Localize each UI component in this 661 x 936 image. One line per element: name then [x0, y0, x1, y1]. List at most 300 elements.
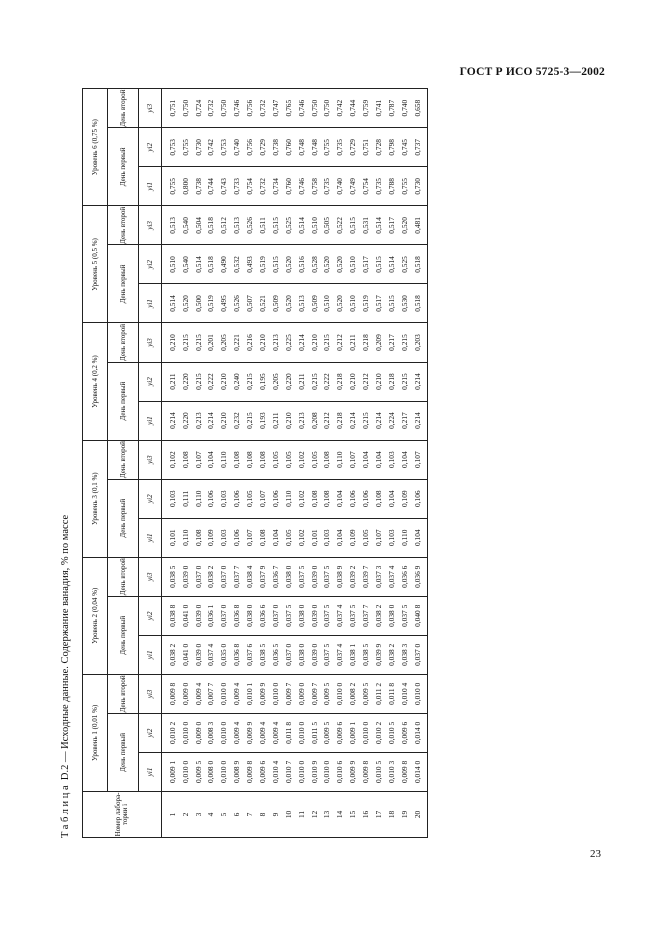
value-cell: 0,215 — [359, 401, 372, 440]
level-header: Уровень 6 (0,75 %) — [83, 89, 108, 206]
value-cell: 0,014 0 — [411, 713, 427, 752]
subcolumn-header: yi1 — [139, 752, 162, 791]
value-cell: 0,526 — [243, 206, 256, 245]
value-cell: 0,210 — [218, 362, 231, 401]
value-cell: 0,039 0 — [179, 557, 192, 596]
value-cell: 0,037 0 — [269, 596, 282, 635]
value-cell: 0,036 1 — [205, 596, 218, 635]
value-cell: 0,109 — [398, 479, 411, 518]
value-cell: 0,105 — [243, 479, 256, 518]
value-cell: 0,210 — [346, 362, 359, 401]
value-cell: 0,733 — [230, 167, 243, 206]
subcolumn-header: yi1 — [139, 635, 162, 674]
lab-number-cell: 6 — [230, 791, 243, 837]
value-cell: 0,517 — [385, 206, 398, 245]
value-cell: 0,513 — [295, 284, 308, 323]
value-cell: 0,008 2 — [346, 674, 359, 713]
value-cell: 0,037 9 — [256, 557, 269, 596]
value-cell: 0,218 — [385, 362, 398, 401]
value-cell: 0,193 — [256, 401, 269, 440]
table-row — [256, 89, 269, 838]
value-cell: 0,532 — [230, 245, 243, 284]
vanadium-data-table — [82, 88, 428, 838]
value-cell: 0,755 — [179, 128, 192, 167]
value-cell: 0,010 3 — [385, 752, 398, 791]
value-cell: 0,744 — [346, 89, 359, 128]
value-cell: 0,754 — [243, 167, 256, 206]
value-cell: 0,038 2 — [162, 635, 179, 674]
value-cell: 0,760 — [282, 167, 295, 206]
table-row — [179, 89, 192, 838]
value-cell: 0,103 — [321, 518, 334, 557]
value-cell: 0,104 — [334, 518, 347, 557]
value-cell: 0,215 — [398, 362, 411, 401]
day-first-header: День первый — [108, 245, 139, 323]
value-cell: 0,753 — [162, 128, 179, 167]
value-cell: 0,010 0 — [295, 752, 308, 791]
lab-number-cell: 10 — [282, 791, 295, 837]
value-cell: 0,011 2 — [372, 674, 385, 713]
value-cell: 0,038 0 — [282, 557, 295, 596]
value-cell: 0,515 — [385, 284, 398, 323]
value-cell: 0,509 — [269, 284, 282, 323]
value-cell: 0,519 — [205, 284, 218, 323]
value-cell: 0,039 0 — [192, 635, 205, 674]
value-cell: 0,748 — [308, 128, 321, 167]
value-cell: 0,222 — [205, 362, 218, 401]
value-cell: 0,210 — [372, 362, 385, 401]
value-cell: 0,528 — [308, 245, 321, 284]
value-cell: 0,222 — [321, 362, 334, 401]
value-cell: 0,036 5 — [269, 635, 282, 674]
value-cell: 0,210 — [218, 401, 231, 440]
value-cell: 0,729 — [256, 128, 269, 167]
value-cell: 0,037 5 — [282, 596, 295, 635]
value-cell: 0,009 8 — [162, 674, 179, 713]
value-cell: 0,104 — [269, 518, 282, 557]
value-cell: 0,010 0 — [218, 674, 231, 713]
value-cell: 0,743 — [218, 167, 231, 206]
value-cell: 0,035 0 — [218, 635, 231, 674]
value-cell: 0,509 — [308, 284, 321, 323]
value-cell: 0,038 5 — [359, 635, 372, 674]
value-cell: 0,729 — [346, 128, 359, 167]
value-cell: 0,500 — [192, 284, 205, 323]
value-cell: 0,110 — [218, 440, 231, 479]
day-second-header: День второй — [108, 674, 139, 713]
table-row — [162, 89, 179, 838]
value-cell: 0,010 0 — [179, 752, 192, 791]
value-cell: 0,010 2 — [162, 713, 179, 752]
lab-number-cell: 16 — [359, 791, 372, 837]
subcolumn-header: yi1 — [139, 401, 162, 440]
value-cell: 0,514 — [162, 284, 179, 323]
value-cell: 0,009 8 — [398, 752, 411, 791]
value-cell: 0,038 8 — [162, 596, 179, 635]
day-second-header: День второй — [108, 557, 139, 596]
value-cell: 0,106 — [359, 479, 372, 518]
value-cell: 0,010 7 — [282, 752, 295, 791]
subcolumn-header: yi2 — [139, 128, 162, 167]
lab-number-cell: 2 — [179, 791, 192, 837]
value-cell: 0,208 — [308, 401, 321, 440]
value-cell: 0,106 — [346, 479, 359, 518]
table-body — [162, 89, 428, 838]
value-cell: 0,104 — [411, 518, 427, 557]
value-cell: 0,218 — [334, 401, 347, 440]
value-cell: 0,493 — [243, 245, 256, 284]
value-cell: 0,520 — [179, 284, 192, 323]
value-cell: 0,748 — [295, 128, 308, 167]
value-cell: 0,105 — [282, 518, 295, 557]
value-cell: 0,531 — [359, 206, 372, 245]
value-cell: 0,512 — [218, 206, 231, 245]
value-cell: 0,213 — [269, 323, 282, 362]
value-cell: 0,734 — [269, 167, 282, 206]
lab-number-cell: 7 — [243, 791, 256, 837]
value-cell: 0,109 — [346, 518, 359, 557]
value-cell: 0,038 3 — [398, 635, 411, 674]
table-row — [385, 89, 398, 838]
value-cell: 0,481 — [411, 206, 427, 245]
subcolumn-header: yi2 — [139, 245, 162, 284]
value-cell: 0,101 — [162, 518, 179, 557]
value-cell: 0,104 — [334, 479, 347, 518]
rotated-table-block — [60, 88, 440, 838]
value-cell: 0,037 0 — [218, 557, 231, 596]
value-cell: 0,038 5 — [162, 557, 179, 596]
table-row — [334, 89, 347, 838]
value-cell: 0,213 — [192, 401, 205, 440]
value-cell: 0,753 — [218, 128, 231, 167]
value-cell: 0,510 — [346, 245, 359, 284]
value-cell: 0,742 — [334, 89, 347, 128]
day-second-header: День второй — [108, 206, 139, 245]
table-row — [243, 89, 256, 838]
value-cell: 0,107 — [411, 440, 427, 479]
value-cell: 0,215 — [243, 362, 256, 401]
value-cell: 0,514 — [372, 206, 385, 245]
value-cell: 0,103 — [385, 518, 398, 557]
value-cell: 0,205 — [269, 362, 282, 401]
value-cell: 0,107 — [346, 440, 359, 479]
value-cell: 0,103 — [218, 518, 231, 557]
value-cell: 0,009 6 — [398, 713, 411, 752]
value-cell: 0,215 — [192, 362, 205, 401]
value-cell: 0,107 — [192, 440, 205, 479]
value-cell: 0,218 — [334, 362, 347, 401]
value-cell: 0,009 0 — [295, 674, 308, 713]
value-cell: 0,516 — [295, 245, 308, 284]
value-cell: 0,210 — [162, 323, 179, 362]
value-cell: 0,520 — [334, 284, 347, 323]
value-cell: 0,211 — [295, 362, 308, 401]
subcolumn-header: yi1 — [139, 167, 162, 206]
value-cell: 0,038 5 — [256, 635, 269, 674]
value-cell: 0,221 — [230, 323, 243, 362]
table-row — [321, 89, 334, 838]
value-cell: 0,039 0 — [308, 635, 321, 674]
value-cell: 0,526 — [230, 284, 243, 323]
table-row — [411, 89, 427, 838]
lab-number-cell: 1 — [162, 791, 179, 837]
value-cell: 0,510 — [162, 245, 179, 284]
value-cell: 0,037 5 — [295, 557, 308, 596]
value-cell: 0,014 0 — [411, 752, 427, 791]
value-cell: 0,038 4 — [243, 557, 256, 596]
table-caption — [60, 515, 71, 838]
value-cell: 0,490 — [218, 245, 231, 284]
value-cell: 0,007 7 — [205, 674, 218, 713]
value-cell: 0,009 7 — [282, 674, 295, 713]
value-cell: 0,224 — [385, 401, 398, 440]
value-cell: 0,751 — [162, 89, 179, 128]
value-cell: 0,102 — [295, 440, 308, 479]
value-cell: 0,103 — [218, 479, 231, 518]
value-cell: 0,517 — [359, 245, 372, 284]
value-cell: 0,225 — [282, 323, 295, 362]
value-cell: 0,750 — [218, 89, 231, 128]
value-cell: 0,009 6 — [256, 752, 269, 791]
value-cell: 0,009 4 — [269, 713, 282, 752]
value-cell: 0,010 2 — [372, 713, 385, 752]
value-cell: 0,010 4 — [398, 674, 411, 713]
value-cell: 0,747 — [269, 89, 282, 128]
value-cell: 0,038 0 — [385, 596, 398, 635]
value-cell: 0,009 1 — [346, 713, 359, 752]
value-cell: 0,504 — [192, 206, 205, 245]
value-cell: 0,740 — [230, 128, 243, 167]
value-cell: 0,755 — [321, 128, 334, 167]
value-cell: 0,218 — [359, 323, 372, 362]
value-cell: 0,787 — [385, 89, 398, 128]
value-cell: 0,111 — [179, 479, 192, 518]
value-cell: 0,106 — [269, 479, 282, 518]
value-cell: 0,103 — [385, 440, 398, 479]
value-cell: 0,036 8 — [230, 596, 243, 635]
value-cell: 0,658 — [411, 89, 427, 128]
value-cell: 0,010 9 — [308, 752, 321, 791]
day-second-header: День второй — [108, 323, 139, 362]
value-cell: 0,530 — [398, 284, 411, 323]
value-cell: 0,513 — [230, 206, 243, 245]
value-cell: 0,009 4 — [256, 713, 269, 752]
value-cell: 0,751 — [359, 128, 372, 167]
value-cell: 0,104 — [359, 440, 372, 479]
value-cell: 0,510 — [321, 284, 334, 323]
value-cell: 0,220 — [179, 401, 192, 440]
value-cell: 0,108 — [308, 479, 321, 518]
lab-number-cell: 19 — [398, 791, 411, 837]
value-cell: 0,798 — [385, 128, 398, 167]
value-cell: 0,215 — [192, 323, 205, 362]
value-cell: 0,211 — [346, 323, 359, 362]
value-cell: 0,750 — [308, 89, 321, 128]
value-cell: 0,009 5 — [321, 713, 334, 752]
value-cell: 0,738 — [192, 167, 205, 206]
value-cell: 0,518 — [205, 206, 218, 245]
value-cell: 0,217 — [398, 401, 411, 440]
value-cell: 0,107 — [256, 479, 269, 518]
value-cell: 0,038 9 — [334, 557, 347, 596]
value-cell: 0,788 — [385, 167, 398, 206]
value-cell: 0,038 0 — [295, 635, 308, 674]
lab-number-cell: 3 — [192, 791, 205, 837]
value-cell: 0,540 — [179, 245, 192, 284]
value-cell: 0,108 — [321, 440, 334, 479]
value-cell: 0,760 — [282, 128, 295, 167]
value-cell: 0,215 — [398, 323, 411, 362]
value-cell: 0,540 — [179, 206, 192, 245]
value-cell: 0,214 — [411, 362, 427, 401]
value-cell: 0,037 0 — [192, 557, 205, 596]
value-cell: 0,037 5 — [346, 596, 359, 635]
value-cell: 0,036 7 — [269, 557, 282, 596]
value-cell: 0,038 0 — [243, 596, 256, 635]
value-cell: 0,104 — [398, 440, 411, 479]
value-cell: 0,108 — [321, 479, 334, 518]
value-cell: 0,232 — [230, 401, 243, 440]
value-cell: 0,009 5 — [321, 674, 334, 713]
value-cell: 0,009 5 — [359, 674, 372, 713]
value-cell: 0,215 — [308, 362, 321, 401]
value-cell: 0,519 — [256, 245, 269, 284]
subcolumn-header: yi2 — [139, 596, 162, 635]
value-cell: 0,009 9 — [346, 752, 359, 791]
value-cell: 0,108 — [179, 440, 192, 479]
value-cell: 0,011 5 — [308, 713, 321, 752]
value-cell: 0,038 2 — [372, 596, 385, 635]
value-cell: 0,010 0 — [218, 713, 231, 752]
value-cell: 0,518 — [411, 245, 427, 284]
level-header: Уровень 4 (0,2 %) — [83, 323, 108, 440]
value-cell: 0,037 4 — [334, 635, 347, 674]
value-cell: 0,008 0 — [205, 752, 218, 791]
value-cell: 0,104 — [372, 440, 385, 479]
value-cell: 0,036 8 — [230, 635, 243, 674]
value-cell: 0,744 — [205, 167, 218, 206]
value-cell: 0,740 — [398, 89, 411, 128]
value-cell: 0,514 — [192, 245, 205, 284]
value-cell: 0,038 0 — [295, 596, 308, 635]
value-cell: 0,037 0 — [411, 635, 427, 674]
value-cell: 0,214 — [162, 401, 179, 440]
subcolumn-header: yi1 — [139, 518, 162, 557]
table-header — [83, 89, 162, 838]
lab-number-cell: 11 — [295, 791, 308, 837]
lab-number-header: Номер лабора-тории i — [83, 791, 162, 837]
value-cell: 0,746 — [295, 89, 308, 128]
value-cell: 0,038 2 — [385, 635, 398, 674]
value-cell: 0,765 — [282, 89, 295, 128]
subcolumn-header: yi3 — [139, 557, 162, 596]
value-cell: 0,037 7 — [359, 596, 372, 635]
lab-number-cell: 17 — [372, 791, 385, 837]
lab-number-cell: 14 — [334, 791, 347, 837]
level-header: Уровень 2 (0,04 %) — [83, 557, 108, 674]
value-cell: 0,110 — [398, 518, 411, 557]
value-cell: 0,104 — [385, 479, 398, 518]
value-cell: 0,106 — [230, 518, 243, 557]
value-cell: 0,106 — [230, 479, 243, 518]
value-cell: 0,102 — [162, 440, 179, 479]
level-header: Уровень 1 (0,01 %) — [83, 674, 108, 791]
value-cell: 0,110 — [282, 479, 295, 518]
table-row — [359, 89, 372, 838]
value-cell: 0,010 4 — [269, 752, 282, 791]
value-cell: 0,756 — [243, 128, 256, 167]
value-cell: 0,518 — [205, 245, 218, 284]
value-cell: 0,515 — [269, 206, 282, 245]
level-header: Уровень 5 (0,5 %) — [83, 206, 108, 323]
value-cell: 0,008 9 — [230, 752, 243, 791]
day-second-header: День второй — [108, 440, 139, 479]
value-cell: 0,009 9 — [256, 674, 269, 713]
value-cell: 0,754 — [359, 167, 372, 206]
subcolumn-header: yi2 — [139, 362, 162, 401]
lab-number-cell: 9 — [269, 791, 282, 837]
subcolumn-header: yi3 — [139, 89, 162, 128]
value-cell: 0,513 — [162, 206, 179, 245]
value-cell: 0,010 6 — [334, 752, 347, 791]
caption-number: D.2 — [60, 764, 71, 781]
value-cell: 0,724 — [192, 89, 205, 128]
value-cell: 0,212 — [334, 323, 347, 362]
subcolumn-header: yi2 — [139, 713, 162, 752]
value-cell: 0,728 — [372, 128, 385, 167]
subcolumn-header: yi3 — [139, 440, 162, 479]
value-cell: 0,735 — [372, 167, 385, 206]
value-cell: 0,520 — [334, 245, 347, 284]
value-cell: 0,009 9 — [243, 713, 256, 752]
value-cell: 0,036 9 — [411, 557, 427, 596]
value-cell: 0,216 — [243, 323, 256, 362]
value-cell: 0,108 — [256, 440, 269, 479]
value-cell: 0,212 — [321, 401, 334, 440]
value-cell: 0,105 — [308, 440, 321, 479]
value-cell: 0,009 7 — [308, 674, 321, 713]
value-cell: 0,108 — [243, 440, 256, 479]
value-cell: 0,010 5 — [372, 752, 385, 791]
lab-number-cell: 18 — [385, 791, 398, 837]
value-cell: 0,103 — [162, 479, 179, 518]
value-cell: 0,735 — [334, 128, 347, 167]
value-cell: 0,039 0 — [192, 596, 205, 635]
lab-number-cell: 5 — [218, 791, 231, 837]
value-cell: 0,039 0 — [308, 557, 321, 596]
value-cell: 0,104 — [205, 440, 218, 479]
value-cell: 0,759 — [359, 89, 372, 128]
value-cell: 0,009 8 — [243, 752, 256, 791]
value-cell: 0,010 0 — [179, 713, 192, 752]
table-row — [192, 89, 205, 838]
value-cell: 0,213 — [295, 401, 308, 440]
value-cell: 0,210 — [256, 323, 269, 362]
value-cell: 0,520 — [398, 206, 411, 245]
value-cell: 0,520 — [282, 245, 295, 284]
value-cell: 0,742 — [205, 128, 218, 167]
value-cell: 0,514 — [385, 245, 398, 284]
value-cell: 0,750 — [179, 89, 192, 128]
value-cell: 0,518 — [411, 284, 427, 323]
value-cell: 0,520 — [321, 245, 334, 284]
value-cell: 0,037 4 — [334, 596, 347, 635]
value-cell: 0,041 0 — [179, 596, 192, 635]
value-cell: 0,756 — [243, 89, 256, 128]
value-cell: 0,009 0 — [179, 674, 192, 713]
value-cell: 0,521 — [256, 284, 269, 323]
value-cell: 0,517 — [372, 284, 385, 323]
